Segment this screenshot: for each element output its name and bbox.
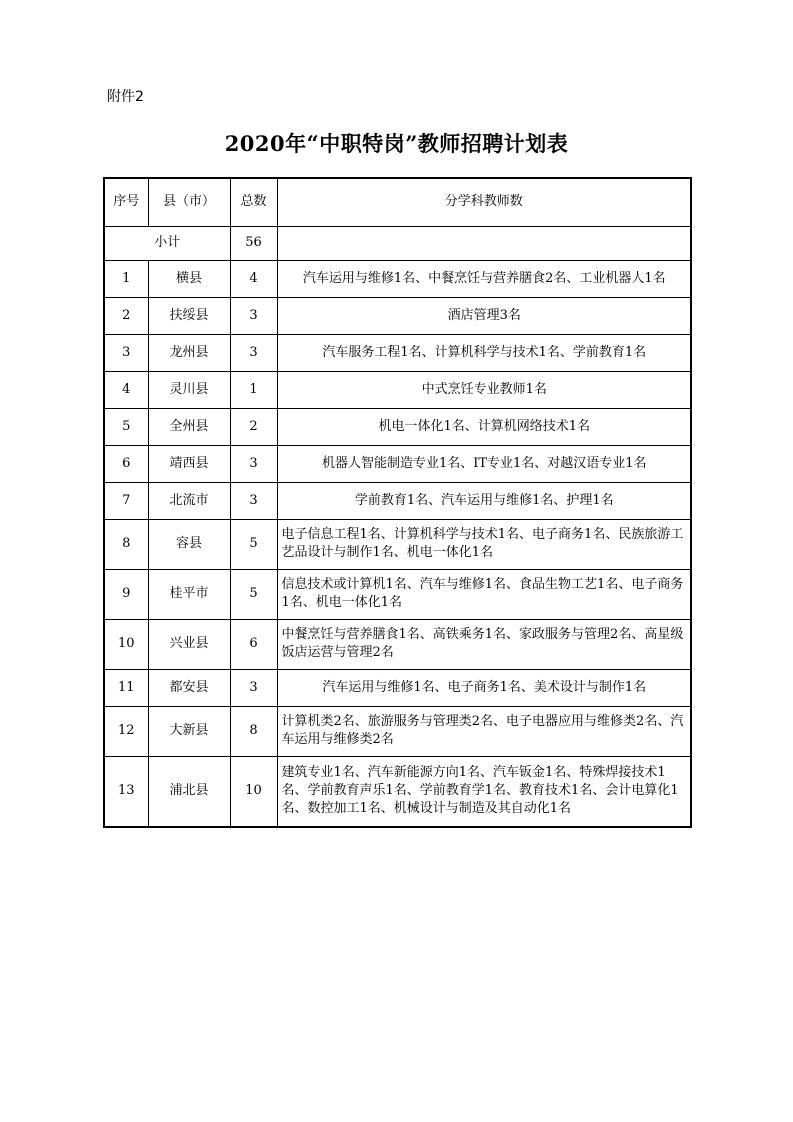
header-county: 县（市） xyxy=(148,178,230,226)
row-subjects: 机器人智能制造专业1名、IT专业1名、对越汉语专业1名 xyxy=(277,445,691,482)
row-county: 北流市 xyxy=(148,482,230,519)
row-county: 容县 xyxy=(148,519,230,569)
row-subjects: 汽车运用与维修1名、电子商务1名、美术设计与制作1名 xyxy=(277,669,691,706)
row-index: 9 xyxy=(104,569,148,619)
row-total: 5 xyxy=(230,519,277,569)
subtotal-row xyxy=(104,226,691,260)
row-subjects: 汽车运用与维修1名、中餐烹饪与营养膳食2名、工业机器人1名 xyxy=(277,260,691,297)
table-row xyxy=(104,569,691,619)
row-index: 10 xyxy=(104,619,148,669)
row-county: 浦北县 xyxy=(148,756,230,827)
row-subjects: 机电一体化1名、计算机网络技术1名 xyxy=(277,408,691,445)
table-row xyxy=(104,619,691,669)
row-total: 10 xyxy=(230,756,277,827)
row-subjects: 电子信息工程1名、计算机科学与技术1名、电子商务1名、民族旅游工艺品设计与制作1名、机电一体化1名 xyxy=(277,519,691,569)
row-index: 1 xyxy=(104,260,148,297)
row-subjects: 计算机类2名、旅游服务与管理类2名、电子电器应用与维修类2名、汽车运用与维修类2名 xyxy=(277,706,691,756)
table-row xyxy=(104,756,691,827)
row-index: 6 xyxy=(104,445,148,482)
row-county: 都安县 xyxy=(148,669,230,706)
row-total: 2 xyxy=(230,408,277,445)
row-total: 3 xyxy=(230,334,277,371)
row-total: 5 xyxy=(230,569,277,619)
table-row xyxy=(104,706,691,756)
row-total: 3 xyxy=(230,297,277,334)
table-row xyxy=(104,408,691,445)
row-county: 兴业县 xyxy=(148,619,230,669)
table-row xyxy=(104,445,691,482)
page-title: 2020年“中职特岗”教师招聘计划表 xyxy=(224,131,569,156)
row-county: 扶绥县 xyxy=(148,297,230,334)
row-county: 横县 xyxy=(148,260,230,297)
table-row xyxy=(104,297,691,334)
subtotal-label: 小计 xyxy=(104,226,230,260)
row-total: 4 xyxy=(230,260,277,297)
subtotal-subjects xyxy=(277,226,691,260)
row-total: 3 xyxy=(230,669,277,706)
row-index: 2 xyxy=(104,297,148,334)
row-index: 3 xyxy=(104,334,148,371)
row-index: 8 xyxy=(104,519,148,569)
row-total: 1 xyxy=(230,371,277,408)
row-subjects: 建筑专业1名、汽车新能源方向1名、汽车钣金1名、特殊焊接技术1名、学前教育声乐1名、学前教育学1名、教育技术1名、会计电算化1名、数控加工1名、机械设计与制造及其自动化1名 xyxy=(277,756,691,827)
row-county: 灵川县 xyxy=(148,371,230,408)
row-index: 11 xyxy=(104,669,148,706)
table-row xyxy=(104,260,691,297)
row-county: 大新县 xyxy=(148,706,230,756)
row-index: 4 xyxy=(104,371,148,408)
row-subjects: 酒店管理3名 xyxy=(277,297,691,334)
table-row xyxy=(104,334,691,371)
header-total: 总数 xyxy=(230,178,277,226)
row-subjects: 学前教育1名、汽车运用与维修1名、护理1名 xyxy=(277,482,691,519)
row-county: 桂平市 xyxy=(148,569,230,619)
table-row xyxy=(104,519,691,569)
header-subjects: 分学科教师数 xyxy=(277,178,691,226)
table-row xyxy=(104,482,691,519)
table-row xyxy=(104,669,691,706)
row-subjects: 信息技术或计算机1名、汽车与维修1名、食品生物工艺1名、电子商务1名、机电一体化1名 xyxy=(277,569,691,619)
row-county: 龙州县 xyxy=(148,334,230,371)
table-header-row xyxy=(104,178,691,226)
row-total: 6 xyxy=(230,619,277,669)
row-county: 全州县 xyxy=(148,408,230,445)
row-total: 3 xyxy=(230,445,277,482)
row-index: 5 xyxy=(104,408,148,445)
recruitment-plan-table xyxy=(103,177,692,828)
table-row xyxy=(104,371,691,408)
row-total: 3 xyxy=(230,482,277,519)
row-subjects: 中餐烹饪与营养膳食1名、高铁乘务1名、家政服务与管理2名、高星级饭店运营与管理2名 xyxy=(277,619,691,669)
row-index: 13 xyxy=(104,756,148,827)
subtotal-total: 56 xyxy=(230,226,277,260)
header-index: 序号 xyxy=(104,178,148,226)
attachment-label: 附件2 xyxy=(107,89,144,105)
row-subjects: 汽车服务工程1名、计算机科学与技术1名、学前教育1名 xyxy=(277,334,691,371)
row-total: 8 xyxy=(230,706,277,756)
row-county: 靖西县 xyxy=(148,445,230,482)
row-subjects: 中式烹饪专业教师1名 xyxy=(277,371,691,408)
row-index: 7 xyxy=(104,482,148,519)
row-index: 12 xyxy=(104,706,148,756)
